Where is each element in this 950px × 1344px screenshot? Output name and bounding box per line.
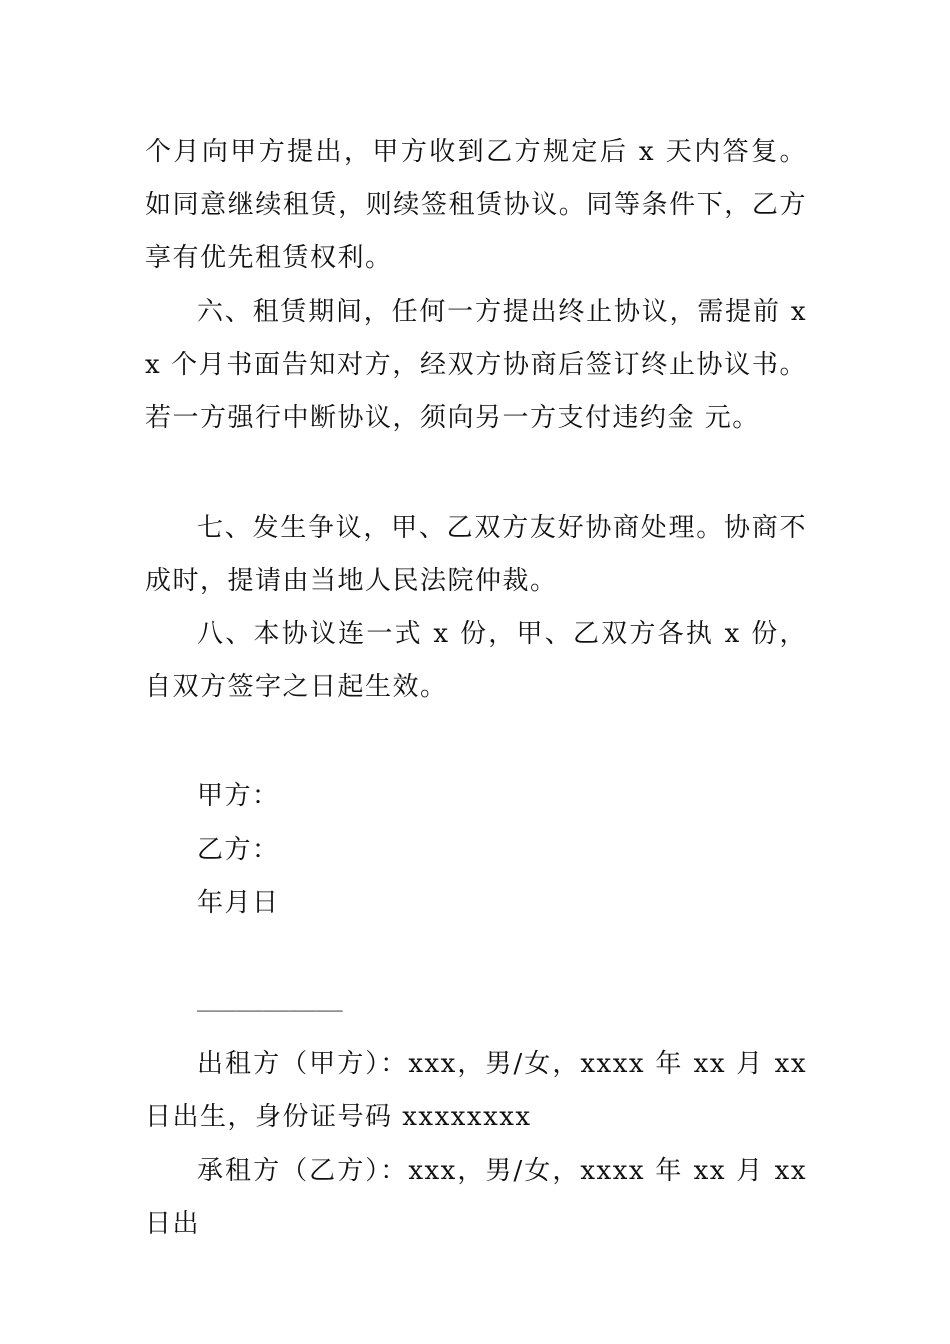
paragraph-clause-eight: 八、本协议连一式 x 份，甲、乙双方各执 x 份，自双方签字之日起生效。 bbox=[145, 619, 807, 702]
paragraph-lessor-info: 出租方（甲方）：xxx，男/女，xxxx 年 xx 月 xx 日出生，身份证号码 xxxxxxxx bbox=[145, 1049, 807, 1132]
paragraph-clause-seven: 七、发生争议，甲、乙双方友好协商处理。协商不成时，提请由当地人民法院仲裁。 bbox=[145, 513, 807, 596]
section-divider: ___________ bbox=[197, 987, 343, 1012]
paragraph-renewal: 个月向甲方提出，甲方收到乙方规定后 x 天内答复。如同意继续租赁，则续签租赁协议。同等条件下，乙方享有优先租赁权利。 bbox=[145, 137, 807, 273]
signature-party-b: 乙方： bbox=[197, 835, 280, 865]
paragraph-clause-six: 六、租赁期间，任何一方提出终止协议，需提前 xx 个月书面告知对方，经双方协商后签订终止协议书。若一方强行中断协议，须向另一方支付违约金 元。 bbox=[145, 297, 807, 433]
signature-party-a: 甲方： bbox=[197, 781, 280, 811]
signature-date: 年月日 bbox=[197, 888, 280, 918]
paragraph-lessee-info: 承租方（乙方）：xxx，男/女，xxxx 年 xx 月 xx 日出 bbox=[145, 1156, 807, 1239]
